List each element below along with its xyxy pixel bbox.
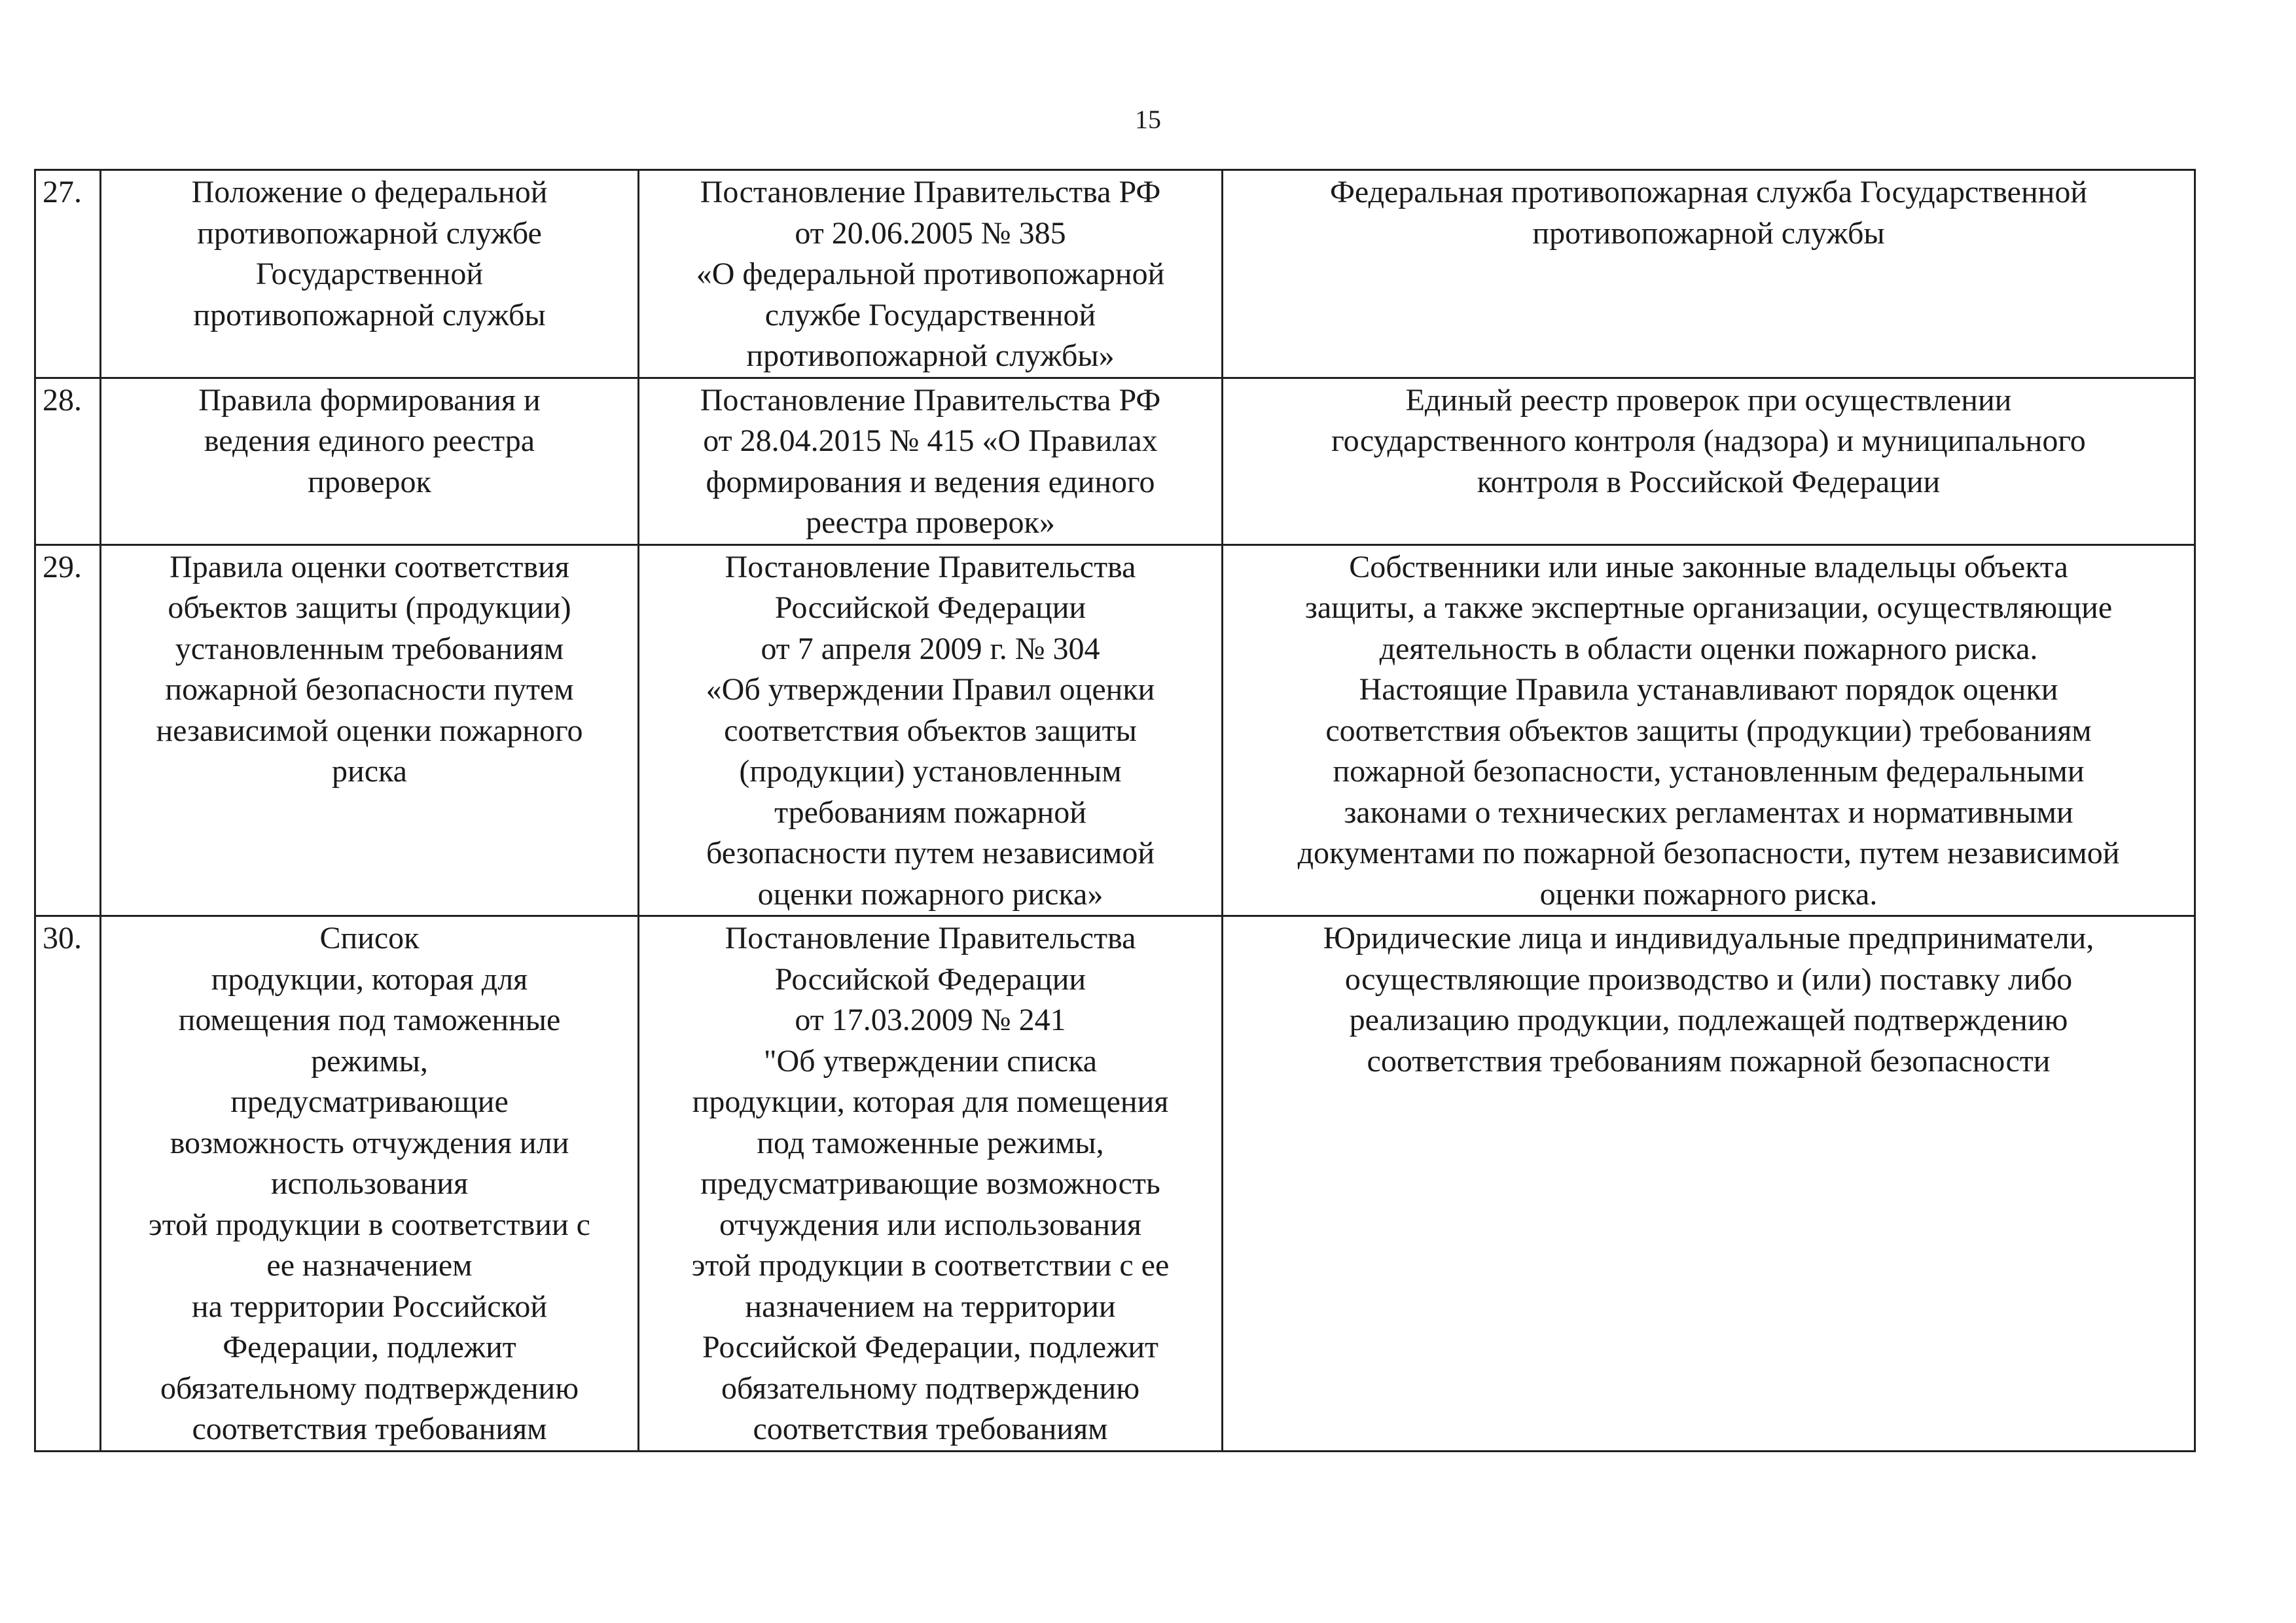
cell-text-line: Список (319, 921, 420, 955)
cell-text-line: Российской Федерации (774, 961, 1086, 997)
legal-act-cell (639, 544, 1223, 916)
legal-act-cell (639, 170, 1223, 378)
cell-text-line: контроля в Российской Федерации (1477, 464, 1941, 499)
cell-text-line: безопасности путем независимой (706, 836, 1155, 870)
cell-text-line: Федеральная противопожарная служба Государственной (1329, 175, 2088, 209)
subjects-cell (1223, 170, 2195, 378)
document-name-cell (101, 378, 639, 544)
cell-text-line: соответствия требованиям (753, 1412, 1108, 1446)
cell-text-line: оценки пожарного риска» (757, 876, 1103, 912)
subjects-cell (1223, 916, 2195, 1452)
cell-text-line: (продукции) установленным (739, 754, 1122, 789)
table-body (35, 170, 2195, 1452)
cell-text-line: Юридические лица и индивидуальные предприниматели, (1323, 921, 2094, 955)
page-number: 15 (1135, 105, 1161, 134)
cell-text-line: «Об утверждении Правил оценки (706, 672, 1155, 707)
cell-text-line: Постановление Правительства РФ (700, 382, 1161, 418)
cell-text-line: реестра проверок» (806, 505, 1055, 540)
row-number-cell: 29. (35, 544, 101, 916)
cell-text-line: деятельность в области оценки пожарного риска. (1379, 631, 2038, 666)
cell-text-line: противопожарной службы (193, 297, 546, 332)
cell-text-line: «О федеральной противопожарной (696, 257, 1165, 291)
cell-text-line: Положение о федеральной (191, 175, 548, 209)
cell-text-line: назначением на территории (745, 1289, 1116, 1324)
cell-text-line: предусматривающие возможность (700, 1166, 1160, 1201)
cell-text-line: реализацию продукции, подлежащей подтверждению (1349, 1003, 2068, 1037)
document-name-cell (101, 916, 639, 1452)
cell-text-line: Правила формирования и (198, 382, 541, 418)
cell-text-line: Собственники или иные законные владельцы объекта (1349, 549, 2068, 584)
document-name-cell (101, 170, 639, 378)
cell-text-line: риска (332, 754, 407, 789)
cell-text-line: продукции, которая для помещения (692, 1084, 1169, 1119)
table-row (35, 916, 2195, 1452)
cell-text-line: использования (270, 1166, 469, 1201)
legal-act-cell (639, 378, 1223, 544)
cell-text-line: объектов защиты (продукции) (168, 590, 571, 625)
cell-text-line: продукции, которая для (211, 961, 528, 997)
cell-text-line: пожарной безопасности путем (165, 672, 574, 707)
cell-text-line: Российской Федерации, подлежит (702, 1330, 1159, 1364)
cell-text-line: противопожарной службы» (746, 338, 1115, 373)
document-name-cell (101, 544, 639, 916)
cell-text-line: независимой оценки пожарного (156, 713, 583, 748)
cell-text-line: от 28.04.2015 № 415 «О Правилах (703, 423, 1158, 458)
cell-text-line: противопожарной службы (1532, 215, 1885, 251)
table-row (35, 544, 2195, 916)
cell-text-line: ведения единого реестра (204, 423, 535, 458)
subjects-cell (1223, 544, 2195, 916)
cell-text-line: соответствия объектов защиты (продукции) требованиям (1325, 713, 2092, 748)
cell-text-line: осуществляющие производство и (или) поставку либо (1344, 961, 2073, 997)
table-row (35, 170, 2195, 378)
cell-text-line: Единый реестр проверок при осуществлении (1405, 382, 2012, 418)
legal-act-cell (639, 916, 1223, 1452)
cell-text-line: проверок (308, 464, 431, 499)
cell-text-line: отчуждения или использования (719, 1207, 1141, 1242)
cell-text-line: формирования и ведения единого (706, 464, 1155, 499)
cell-text-line: соответствия требованиям (192, 1412, 547, 1446)
cell-text-line: Государственной (255, 257, 484, 291)
cell-text-line: обязательному подтверждению (721, 1370, 1140, 1406)
regulations-table (34, 169, 2196, 1452)
cell-text-line: соответствия объектов защиты (724, 713, 1137, 748)
cell-text-line: защиты, а также экспертные организации, осуществляющие (1304, 590, 2113, 625)
cell-text-line: этой продукции в соответствии с ее (691, 1248, 1170, 1283)
cell-text-line: обязательному подтверждению (160, 1370, 579, 1406)
cell-text-line: на территории Российской (191, 1289, 548, 1324)
cell-text-line: Постановление Правительства (725, 921, 1136, 955)
cell-text-line: соответствия требованиям пожарной безопасности (1367, 1043, 2051, 1079)
cell-text-line: Правила оценки соответствия (170, 549, 569, 584)
cell-text-line: от 20.06.2005 № 385 (795, 215, 1066, 251)
cell-text-line: пожарной безопасности, установленным федеральными (1333, 754, 2085, 789)
cell-text-line: Федерации, подлежит (223, 1330, 516, 1364)
cell-text-line: требованиям пожарной (774, 794, 1086, 830)
cell-text-line: режимы, (311, 1043, 428, 1079)
cell-text-line: этой продукции в соответствии с (149, 1207, 590, 1242)
row-number-cell: 27. (35, 170, 101, 378)
row-number-cell: 30. (35, 916, 101, 1452)
row-number-cell: 28. (35, 378, 101, 544)
cell-text-line: государственного контроля (надзора) и муниципального (1331, 423, 2086, 458)
cell-text-line: от 17.03.2009 № 241 (795, 1003, 1066, 1037)
cell-text-line: документами по пожарной безопасности, путем независимой (1297, 836, 2120, 870)
cell-text-line: законами о технических регламентах и нормативными (1344, 794, 2073, 830)
cell-text-line: службе Государственной (764, 297, 1096, 332)
cell-text-line: предусматривающие (230, 1084, 509, 1119)
cell-text-line: установленным требованиям (175, 631, 564, 666)
table-row (35, 378, 2195, 544)
cell-text-line: от 7 апреля 2009 г. № 304 (761, 631, 1100, 666)
cell-text-line: Постановление Правительства (725, 549, 1136, 584)
cell-text-line: противопожарной службе (197, 215, 542, 251)
cell-text-line: возможность отчуждения или (170, 1125, 569, 1160)
cell-text-line: оценки пожарного риска. (1539, 876, 1878, 912)
cell-text-line: "Об утверждении списка (763, 1043, 1098, 1079)
cell-text-line: под таможенные режимы, (757, 1125, 1104, 1160)
cell-text-line: Постановление Правительства РФ (700, 175, 1161, 209)
subjects-cell (1223, 378, 2195, 544)
cell-text-line: Российской Федерации (774, 590, 1086, 625)
cell-text-line: помещения под таможенные (178, 1003, 561, 1037)
cell-text-line: ее назначением (266, 1248, 473, 1283)
cell-text-line: Настоящие Правила устанавливают порядок оценки (1359, 672, 2058, 707)
